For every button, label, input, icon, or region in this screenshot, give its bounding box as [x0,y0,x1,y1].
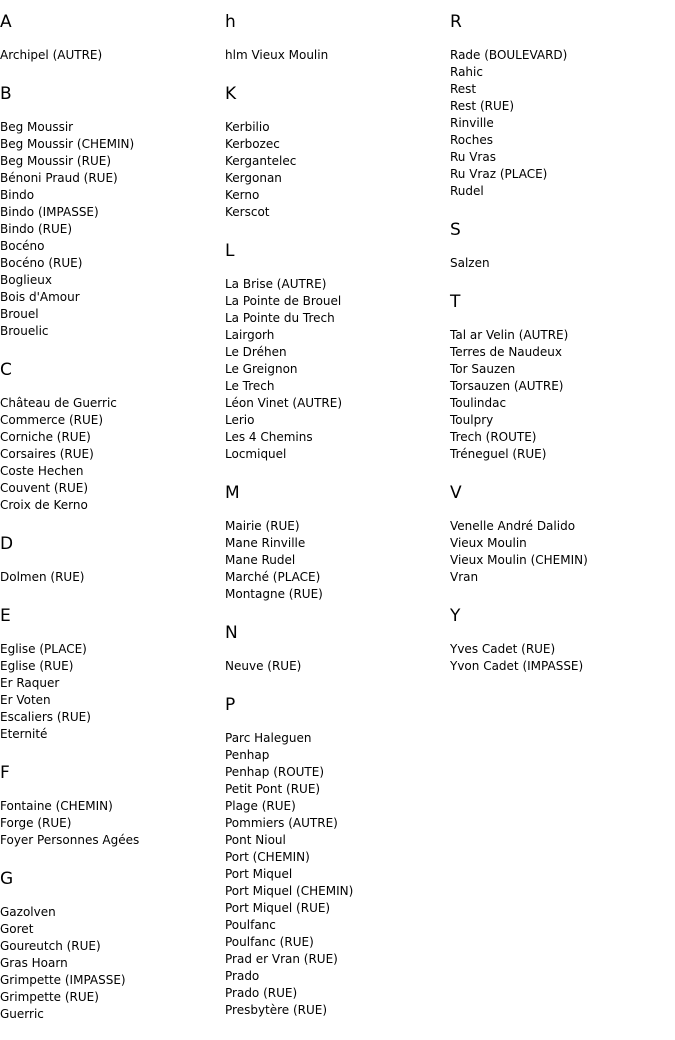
street-link[interactable]: Prado (RUE) [225,986,298,1000]
street-link[interactable]: Penhap [225,748,270,762]
street-link[interactable]: La Pointe de Brouel [225,294,342,308]
index-column-1 [0,0,225,1023]
street-link[interactable]: Er Voten [0,693,51,707]
street-link[interactable]: Le Greignon [225,362,298,376]
letter-heading: A [0,12,12,32]
street-link[interactable]: Bindo [0,188,35,202]
street-link[interactable]: Yves Cadet (RUE) [450,642,556,656]
street-link[interactable]: Beg Moussir (RUE) [0,154,111,168]
street-link[interactable]: Mairie (RUE) [225,519,300,533]
street-link[interactable]: Marché (PLACE) [225,570,321,584]
letter-heading: L [225,241,235,261]
street-link[interactable]: Tréneguel (RUE) [450,447,547,461]
street-link[interactable]: Lairgorh [225,328,275,342]
street-link[interactable]: Er Raquer [0,676,60,690]
street-link[interactable]: Port Miquel (RUE) [225,901,331,915]
street-link[interactable]: Corniche (RUE) [0,430,91,444]
street-link[interactable]: Locmiquel [225,447,287,461]
letter-heading: M [225,483,240,503]
street-link[interactable]: Trech (ROUTE) [450,430,537,444]
street-link[interactable]: Guerric [0,1007,44,1021]
letter-section [225,241,450,463]
letter-heading: F [0,763,10,783]
street-link[interactable]: Château de Guerric [0,396,117,410]
letter-heading: N [225,623,238,643]
index-column-3 [450,0,675,675]
street-list [225,276,450,463]
street-link[interactable]: Rest (RUE) [450,99,515,113]
street-link[interactable]: Yvon Cadet (IMPASSE) [450,659,584,673]
street-link[interactable]: Terres de Naudeux [450,345,562,359]
street-link[interactable]: Penhap (ROUTE) [225,765,325,779]
street-link[interactable]: Toulindac [450,396,507,410]
street-link[interactable]: Grimpette (IMPASSE) [0,973,126,987]
index-column-2 [225,0,450,1019]
street-link[interactable]: La Brise (AUTRE) [225,277,327,291]
street-list [0,798,225,849]
letter-section [0,534,225,586]
street-list [450,47,675,200]
street-link[interactable]: Beg Moussir (CHEMIN) [0,137,135,151]
street-link[interactable]: Venelle André Dalido [450,519,576,533]
street-link[interactable]: Kergonan [225,171,282,185]
street-list [450,641,675,675]
letter-section [0,12,225,64]
street-link[interactable]: Forge (RUE) [0,816,72,830]
street-link[interactable]: Bindo (IMPASSE) [0,205,99,219]
street-link[interactable]: Rest [450,82,477,96]
street-link[interactable]: Bocéno (RUE) [0,256,83,270]
letter-section [450,220,675,272]
street-link[interactable]: Lerio [225,413,255,427]
street-link[interactable]: Rudel [450,184,484,198]
street-link[interactable]: Salzen [450,256,490,270]
street-link[interactable]: hlm Vieux Moulin [225,48,329,62]
street-list [0,569,225,586]
letter-section [450,483,675,586]
street-list [450,255,675,272]
street-link[interactable]: Toulpry [450,413,494,427]
letter-section [0,84,225,340]
street-link[interactable]: Port Miquel (CHEMIN) [225,884,354,898]
street-list [450,518,675,586]
street-link[interactable]: Foyer Personnes Agées [0,833,140,847]
street-link[interactable]: Fontaine (CHEMIN) [0,799,113,813]
street-link[interactable]: Vieux Moulin (CHEMIN) [450,553,588,567]
letter-section [225,12,450,64]
street-link[interactable]: Rahic [450,65,483,79]
street-link[interactable]: Grimpette (RUE) [0,990,99,1004]
street-link[interactable]: Corsaires (RUE) [0,447,94,461]
street-list [225,518,450,603]
street-link[interactable]: Port (CHEMIN) [225,850,310,864]
street-list [225,730,450,1019]
letter-heading: Y [450,606,461,626]
street-link[interactable]: Poulfanc [225,918,276,932]
street-link[interactable]: Parc Haleguen [225,731,312,745]
street-link[interactable]: Le Trech [225,379,275,393]
letter-heading: K [225,84,237,104]
letter-section [225,483,450,603]
street-link[interactable]: Archipel (AUTRE) [0,48,103,62]
letter-section [0,869,225,1023]
street-link[interactable]: Kerno [225,188,260,202]
street-link[interactable]: Port Miquel [225,867,293,881]
street-link[interactable]: Kerbozec [225,137,280,151]
street-link[interactable]: Bénoni Praud (RUE) [0,171,118,185]
street-list [225,658,450,675]
street-link[interactable]: Commerce (RUE) [0,413,104,427]
street-link[interactable]: Tal ar Velin (AUTRE) [450,328,569,342]
letter-section [450,606,675,675]
street-link[interactable]: Poulfanc (RUE) [225,935,314,949]
street-link[interactable]: Rinville [450,116,494,130]
street-link[interactable]: Roches [450,133,493,147]
street-link[interactable]: Petit Pont (RUE) [225,782,321,796]
street-link[interactable]: Boglieux [0,273,52,287]
letter-section [0,606,225,743]
letter-section [0,360,225,514]
street-link[interactable]: Escaliers (RUE) [0,710,91,724]
letter-section [450,12,675,200]
street-link[interactable]: Eglise (RUE) [0,659,74,673]
street-link[interactable]: Eternité [0,727,48,741]
letter-heading: E [0,606,11,626]
street-link[interactable]: Goret [0,922,34,936]
street-list [0,47,225,64]
street-link[interactable]: Prad er Vran (RUE) [225,952,338,966]
street-link[interactable]: Bocéno [0,239,45,253]
street-link[interactable]: Kerscot [225,205,270,219]
letter-heading: V [450,483,462,503]
letter-section [225,623,450,675]
street-list [225,47,450,64]
street-link[interactable]: Rade (BOULEVARD) [450,48,568,62]
street-link[interactable]: Kergantelec [225,154,297,168]
letter-section [450,292,675,463]
street-link[interactable]: Gazolven [0,905,56,919]
street-link[interactable]: Neuve (RUE) [225,659,302,673]
street-list [0,904,225,1023]
street-link[interactable]: Brouelic [0,324,49,338]
street-link[interactable]: Mane Rudel [225,553,296,567]
street-link[interactable]: Eglise (PLACE) [0,642,87,656]
street-link[interactable]: Vran [450,570,479,584]
letter-section [225,84,450,221]
street-link[interactable]: Léon Vinet (AUTRE) [225,396,343,410]
letter-heading: G [0,869,14,889]
street-link[interactable]: Les 4 Chemins [225,430,313,444]
street-link[interactable]: Pommiers (AUTRE) [225,816,338,830]
street-link[interactable]: Croix de Kerno [0,498,88,512]
street-link[interactable]: Tor Sauzen [450,362,516,376]
street-link[interactable]: Beg Moussir [0,120,74,134]
street-link[interactable]: Ru Vras [450,150,496,164]
street-link[interactable]: Gras Hoarn [0,956,68,970]
letter-heading: B [0,84,12,104]
street-list [0,395,225,514]
street-link[interactable]: Vieux Moulin [450,536,527,550]
street-list [0,641,225,743]
letter-heading: T [450,292,461,312]
letter-heading: R [450,12,462,32]
street-link[interactable]: Presbytère (RUE) [225,1003,328,1017]
street-link[interactable]: Montagne (RUE) [225,587,323,601]
street-link[interactable]: Coste Hechen [0,464,84,478]
letter-section [0,763,225,849]
street-link[interactable]: Bindo (RUE) [0,222,73,236]
street-link[interactable]: Couvent (RUE) [0,481,89,495]
letter-section [225,695,450,1019]
street-link[interactable]: Plage (RUE) [225,799,296,813]
street-list [450,327,675,463]
street-link[interactable]: Bois d'Amour [0,290,80,304]
letter-heading: P [225,695,236,715]
street-link[interactable]: Ru Vraz (PLACE) [450,167,548,181]
street-link[interactable]: Dolmen (RUE) [0,570,85,584]
letter-heading: h [225,12,236,32]
street-link[interactable]: Le Dréhen [225,345,287,359]
street-list [225,119,450,221]
letter-heading: S [450,220,461,240]
street-link[interactable]: Kerbilio [225,120,270,134]
street-link[interactable]: Mane Rinville [225,536,306,550]
street-link[interactable]: La Pointe du Trech [225,311,335,325]
street-link[interactable]: Goureutch (RUE) [0,939,101,953]
street-link[interactable]: Prado [225,969,260,983]
street-list [0,119,225,340]
letter-heading: D [0,534,14,554]
street-link[interactable]: Brouel [0,307,39,321]
street-link[interactable]: Pont Nioul [225,833,286,847]
letter-heading: C [0,360,12,380]
street-link[interactable]: Torsauzen (AUTRE) [450,379,564,393]
